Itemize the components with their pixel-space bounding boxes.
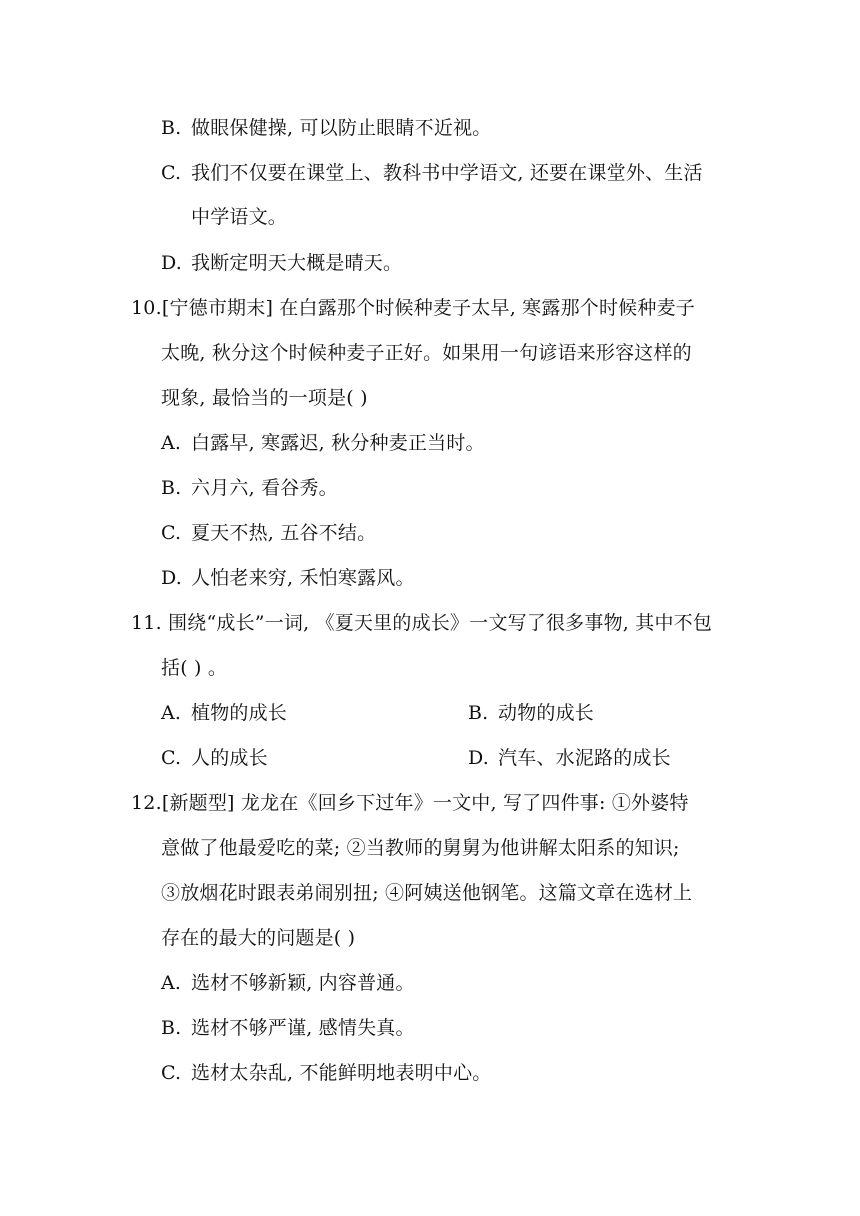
q12-option-a (161, 971, 415, 995)
option-text: 汽车、水泥路的成长 (498, 747, 671, 769)
q11-option-d (468, 746, 671, 770)
question-text: [新题型] 龙龙在《回乡下过年》一文中, 写了四件事: ①外婆特 (161, 792, 689, 814)
question-number: 10. (131, 297, 162, 319)
option-text: 动物的成长 (498, 702, 595, 724)
option-letter: C. (161, 162, 182, 184)
q10-option-a (161, 431, 485, 455)
q11-option-b (468, 701, 594, 725)
q10-stem-line2: 太晚, 秋分这个时候种麦子正好。如果用一句谚语来形容这样的 (161, 342, 692, 364)
option-text: 植物的成长 (191, 702, 288, 724)
q12-option-b (161, 1016, 415, 1040)
option-letter: D. (161, 252, 182, 274)
q12-stem-line3: ③放烟花时跟表弟闹别扭; ④阿姨送他钢笔。这篇文章在选材上 (161, 882, 693, 904)
option-text: 六月六, 看谷秀。 (191, 477, 338, 499)
option-letter: A. (161, 972, 182, 994)
question-text: [宁德市期末] 在白露那个时候种麦子太早, 寒露那个时候种麦子 (161, 297, 695, 319)
q10-option-b (161, 476, 338, 500)
option-letter: D. (468, 747, 489, 769)
option-text: 我们不仅要在课堂上、教科书中学语文, 还要在课堂外、生活 (191, 162, 703, 184)
option-letter: B. (468, 702, 489, 724)
q10-stem-line3: 现象, 最恰当的一项是( ) (161, 387, 368, 409)
option-letter: B. (161, 1017, 182, 1039)
q12-stem-line1 (131, 791, 689, 815)
q10-option-c (161, 521, 376, 545)
option-text: 选材不够新颖, 内容普通。 (191, 972, 415, 994)
option-letter: B. (161, 477, 182, 499)
q10-stem-line1 (131, 296, 695, 320)
q12-option-c (161, 1061, 491, 1085)
option-text: 人怕老来穷, 禾怕寒露风。 (191, 567, 415, 589)
option-text: 做眼保健操, 可以防止眼睛不近视。 (191, 117, 492, 139)
option-letter: A. (161, 702, 182, 724)
option-letter: A. (161, 432, 182, 454)
option-text: 我断定明天大概是晴天。 (191, 252, 403, 274)
q11-stem-line1 (131, 611, 712, 635)
option-text: 人的成长 (191, 747, 268, 769)
question-text: 围绕“成长”一词, 《夏天里的成长》一文写了很多事物, 其中不包 (168, 612, 713, 634)
q11-stem-line2: 括( ) 。 (161, 657, 228, 679)
option-letter: C. (161, 1062, 182, 1084)
q9-option-b (161, 116, 491, 140)
option-text: 选材不够严谨, 感情失真。 (191, 1017, 415, 1039)
option-text: 选材太杂乱, 不能鲜明地表明中心。 (191, 1062, 492, 1084)
question-number: 12. (131, 792, 162, 814)
option-letter: D. (161, 567, 182, 589)
q12-stem-line2: 意做了他最爱吃的菜; ②当教师的舅舅为他讲解太阳系的知识; (161, 837, 680, 859)
q9-option-c-continuation: 中学语文。 (191, 206, 288, 228)
option-text: 白露早, 寒露迟, 秋分种麦正当时。 (191, 432, 485, 454)
q12-stem-line4: 存在的最大的问题是( ) (161, 927, 356, 949)
option-letter: C. (161, 522, 182, 544)
option-text: 夏天不热, 五谷不结。 (191, 522, 377, 544)
q10-option-d (161, 566, 415, 590)
q9-option-d (161, 251, 402, 275)
q9-option-c (161, 161, 703, 185)
question-number: 11. (131, 612, 162, 634)
q11-option-c (161, 746, 268, 770)
q11-option-a (161, 701, 287, 725)
option-letter: C. (161, 747, 182, 769)
option-letter: B. (161, 117, 182, 139)
